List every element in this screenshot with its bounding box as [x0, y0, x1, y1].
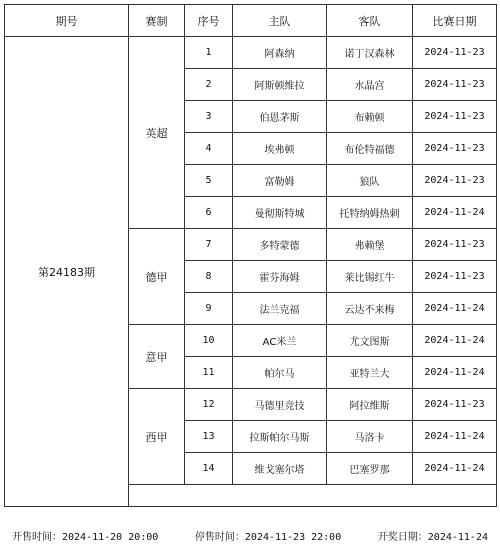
match-number-cell: 8 [185, 261, 233, 293]
header-away-team: 客队 [327, 5, 413, 37]
league-cell: 英超 [129, 37, 185, 229]
away-team-cell: 弗赖堡 [327, 229, 413, 261]
header-issue: 期号 [5, 5, 129, 37]
away-team-cell: 托特纳姆热刺 [327, 197, 413, 229]
match-date-cell: 2024-11-24 [413, 197, 497, 229]
home-team-cell: 多特蒙德 [233, 229, 327, 261]
sale-info-footer [4, 526, 496, 544]
match-schedule-table [4, 4, 497, 507]
home-team-cell: 帕尔马 [233, 357, 327, 389]
match-number-cell: 12 [185, 389, 233, 421]
away-team-cell: 阿拉维斯 [327, 389, 413, 421]
blank-cell [129, 485, 497, 507]
table-body [5, 37, 497, 507]
lottery-schedule-sheet [4, 4, 496, 544]
match-date-cell: 2024-11-23 [413, 37, 497, 69]
home-team-cell: 阿斯顿维拉 [233, 69, 327, 101]
header-league: 赛制 [129, 5, 185, 37]
match-number-cell: 14 [185, 453, 233, 485]
match-number-cell: 10 [185, 325, 233, 357]
league-cell: 西甲 [129, 389, 185, 485]
match-number-cell: 6 [185, 197, 233, 229]
header-home-team: 主队 [233, 5, 327, 37]
home-team-cell: AC米兰 [233, 325, 327, 357]
match-date-cell: 2024-11-24 [413, 453, 497, 485]
sale-close-time [187, 528, 349, 543]
match-number-cell: 9 [185, 293, 233, 325]
match-date-cell: 2024-11-24 [413, 421, 497, 453]
away-team-cell: 布伦特福德 [327, 133, 413, 165]
match-date-cell: 2024-11-24 [413, 357, 497, 389]
home-team-cell: 富勒姆 [233, 165, 327, 197]
away-team-cell: 亚特兰大 [327, 357, 413, 389]
away-team-cell: 水晶宫 [327, 69, 413, 101]
match-date-cell: 2024-11-23 [413, 165, 497, 197]
sale-close-value: 2024-11-23 22:00 [244, 531, 342, 543]
draw-date-value: 2024-11-24 [427, 531, 488, 543]
home-team-cell: 伯恩茅斯 [233, 101, 327, 133]
home-team-cell: 马德里竞技 [233, 389, 327, 421]
away-team-cell: 云达不来梅 [327, 293, 413, 325]
away-team-cell: 巴塞罗那 [327, 453, 413, 485]
home-team-cell: 埃弗顿 [233, 133, 327, 165]
match-date-cell: 2024-11-24 [413, 293, 497, 325]
table-header-row [5, 5, 497, 37]
sale-open-label: 开售时间： [12, 531, 62, 543]
match-date-cell: 2024-11-23 [413, 133, 497, 165]
sale-open-value: 2024-11-20 20:00 [62, 531, 159, 543]
match-number-cell: 3 [185, 101, 233, 133]
home-team-cell: 阿森纳 [233, 37, 327, 69]
away-team-cell: 布赖顿 [327, 101, 413, 133]
match-date-cell: 2024-11-23 [413, 261, 497, 293]
home-team-cell: 曼彻斯特城 [233, 197, 327, 229]
league-cell: 德甲 [129, 229, 185, 325]
away-team-cell: 狼队 [327, 165, 413, 197]
away-team-cell: 马洛卡 [327, 421, 413, 453]
match-number-cell: 7 [185, 229, 233, 261]
header-match-date: 比赛日期 [413, 5, 497, 37]
match-number-cell: 1 [185, 37, 233, 69]
header-number: 序号 [185, 5, 233, 37]
match-date-cell: 2024-11-23 [413, 389, 497, 421]
home-team-cell: 霍芬海姆 [233, 261, 327, 293]
match-number-cell: 5 [185, 165, 233, 197]
match-number-cell: 2 [185, 69, 233, 101]
sale-open-time [4, 528, 166, 543]
away-team-cell: 尤文图斯 [327, 325, 413, 357]
match-date-cell: 2024-11-23 [413, 229, 497, 261]
home-team-cell: 拉斯帕尔马斯 [233, 421, 327, 453]
table-row [5, 37, 497, 69]
sale-close-label: 停售时间： [194, 531, 245, 543]
match-number-cell: 4 [185, 133, 233, 165]
match-number-cell: 13 [185, 421, 233, 453]
home-team-cell: 维戈塞尔塔 [233, 453, 327, 485]
draw-date [370, 528, 496, 543]
match-number-cell: 11 [185, 357, 233, 389]
match-date-cell: 2024-11-23 [413, 101, 497, 133]
away-team-cell: 诺丁汉森林 [327, 37, 413, 69]
home-team-cell: 法兰克福 [233, 293, 327, 325]
away-team-cell: 莱比锡红牛 [327, 261, 413, 293]
match-date-cell: 2024-11-24 [413, 325, 497, 357]
draw-date-label: 开奖日期： [377, 531, 428, 543]
league-cell: 意甲 [129, 325, 185, 389]
match-date-cell: 2024-11-23 [413, 69, 497, 101]
issue-cell: 第24183期 [5, 37, 129, 507]
